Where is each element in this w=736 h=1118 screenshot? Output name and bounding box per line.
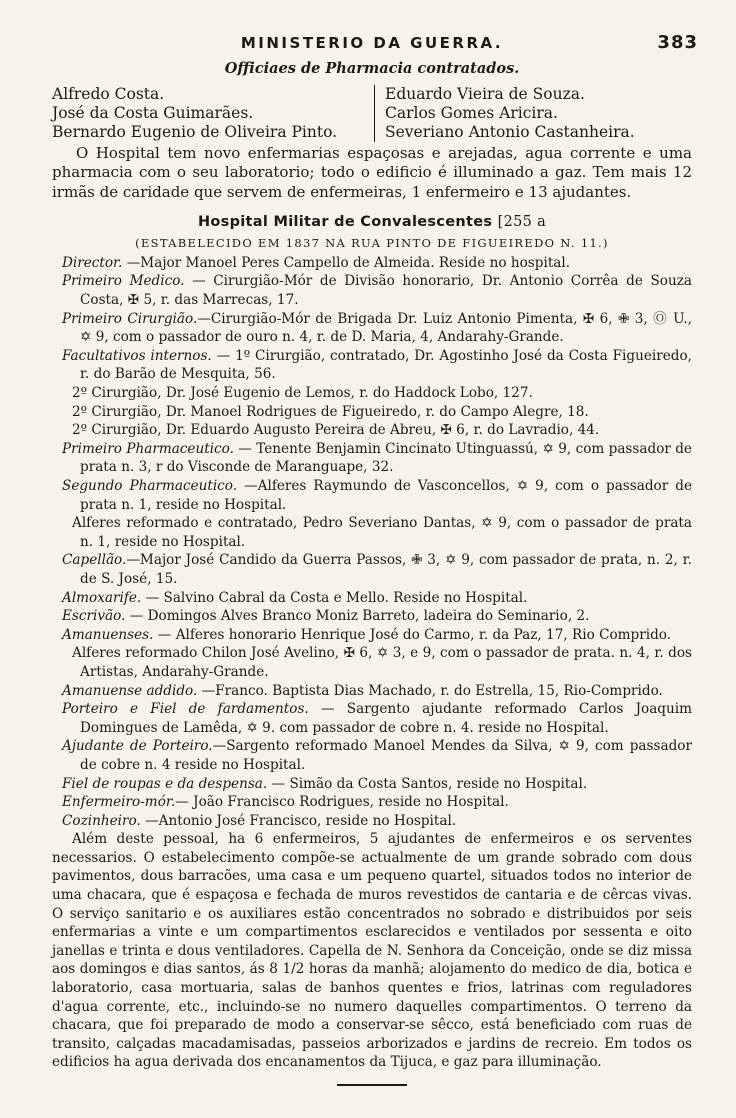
officer-name: Bernardo Eugenio de Oliveira Pinto. [52,123,338,141]
entry-role: Fiel de roupas e da despensa. [62,775,268,792]
staff-entry [52,737,692,774]
page-number: 383 [657,32,698,53]
entry-role: Primeiro Cirurgião. [62,310,198,327]
staff-entry [52,403,692,422]
entry-text: —Cirurgião-Mór de Brigada Dr. Luiz Antonio Pimenta, ✠ 6, ✙ 3, Ⓞ U., ✡ 9, com o passador de ouro n. 4, r. de D. Maria, 4, Andarahy-Grande. [80,310,692,346]
intro-paragraph: O Hospital tem novo enfermarias espaçosas e arejadas, agua corrente e uma pharmacia com o seu laboratorio; todo o edificio é illuminado a gaz. Tem mais 12 irmãs de caridade que servem de enfermeiras, 1 enfermeiro e 13 ajudantes. [52,144,692,201]
staff-entry [52,272,692,309]
officers-list [52,85,692,142]
entry-text: — João Francisco Rodrigues, reside no Hospital. [175,794,509,811]
document-page [52,30,698,1086]
entry-text: Alferes reformado Chilon José Avelino, ✠ 6, ✡ 3, e 9, com o passador de prata. n. 4, r. dos Artistas, Andarahy-Grande. [72,645,692,680]
entry-role: Cozinheiro. [62,812,141,829]
entry-text: —Antonio José Francisco, reside no Hospital. [140,812,457,829]
staff-entry [52,626,692,645]
entry-text: — 1º Cirurgião, contratado, Dr. Agostinho José da Costa Figueiredo, r. do Barão de Mesquita, 56. [80,347,692,383]
officers-right-column [374,85,641,142]
entry-role: Capellão. [62,552,127,569]
officer-name: José da Costa Guimarães. [52,104,254,122]
entry-role: Amanuense addido. [62,682,198,699]
end-divider [337,1084,407,1086]
page-header [52,30,698,56]
officer-name: Carlos Gomes Aricira. [385,104,558,122]
section-subtitle: (ESTABELECIDO EM 1837 NA RUA PINTO DE FIGUEIREDO N. 11.) [135,235,609,250]
staff-entry [52,254,692,273]
staff-entry [52,812,692,831]
section-title [52,214,692,230]
entry-role: Ajudante de Porteiro. [62,738,213,755]
staff-entry [52,775,692,794]
staff-entry [52,440,692,477]
officer-name: Severiano Antonio Castanheira. [385,123,635,141]
staff-entries [52,254,692,830]
entry-role: Escrivão. [62,608,126,625]
staff-entry [52,700,692,737]
entry-text: — Tenente Benjamin Cincinato Utinguassú, ✡ 9, com passador de prata n. 3, r do Visconde de Maranguape, 32. [80,440,692,476]
entry-text: —Alferes Raymundo de Vasconcellos, ✡ 9, com o passador de prata n. 1, reside no Hospital. [80,478,692,513]
entry-text: 2º Cirurgião, Dr. José Eugenio de Lemos, r. do Haddock Lobo, 127. [72,385,533,402]
section-title-text: Hospital Militar de Convalescentes [197,213,493,230]
entry-text: — Salvino Cabral da Costa e Mello. Reside no Hospital. [141,589,528,606]
staff-entry [52,514,692,551]
entry-text: —Major José Candido da Guerra Passos, ✙ 3, ✡ 9, com passador de prata, n. 2, r. de S. José, 15. [80,552,692,587]
entry-text: 2º Cirurgião, Dr. Manoel Rodrigues de Figueiredo, r. do Campo Alegre, 18. [72,403,589,420]
entry-text: 2º Cirurgião, Dr. Eduardo Augusto Pereira de Abreu, ✠ 6, r. do Lavradio, 44. [72,422,600,439]
entry-role: Primeiro Pharmaceutico. [62,440,234,457]
entry-text: —Major Manoel Peres Campello de Almeida. Reside no hospital. [122,254,571,271]
section-page-ref: [255 a [497,213,547,230]
entry-text: — Sargento ajudante reformado Carlos Joaquim Domingues de Lamêda, ✡ 9. com passador de cobre n. 4. reside no Hospital. [80,701,693,736]
entry-text: — Simão da Costa Santos, reside no Hospital. [267,775,588,792]
entry-role: Facultativos internos. [62,347,212,364]
officer-name: Eduardo Vieira de Souza. [385,85,585,103]
staff-entry [52,682,692,701]
entry-role: Amanuenses. [62,626,154,643]
staff-entry [52,589,692,608]
entry-role: Primeiro Medico. [62,273,185,290]
officers-left-column [52,85,374,142]
entry-role: Segundo Pharmaceutico. [62,478,238,495]
entry-text: —Sargento reformado Manoel Mendes da Silva, ✡ 9, com passador de cobre n. 4 reside no Hospital. [80,738,692,773]
staff-entry [52,421,692,440]
entry-role: Director. [62,254,123,271]
entry-role: Porteiro e Fiel de fardamentos. [62,701,309,718]
entry-text: — Alferes honorario Henrique José do Carmo, r. da Paz, 17, Rio Comprido. [153,626,672,643]
entry-text: —Franco. Baptista Dias Machado, r. do Estrella, 15, Rio-Comprido. [197,682,663,699]
staff-entry [52,551,692,588]
entry-text: Alferes reformado e contratado, Pedro Severiano Dantas, ✡ 9, com o passador de prata n. 1, reside no Hospital. [72,515,692,550]
staff-entry [52,384,692,403]
entry-text: — Cirurgião-Mór de Divisão honorario, Dr. Antonio Corrêa de Souza Costa, ✠ 5, r. das Marrecas, 17. [80,273,693,309]
staff-entry [52,310,692,347]
staff-entry [52,477,692,514]
entry-role: Almoxarife. [62,589,142,606]
closing-paragraph: Além deste pessoal, ha 6 enfermeiros, 5 ajudantes de enfermeiros e os serventes necessarios. O estabelecimento compõe-se actualmente de um grande sobrado com dous pavimentos, dous barracões, uma casa e um pequeno quartel, situados todos no interior de uma chacara, que é espaçosa e fechada de muros revestidos de cantaria e de cêrcas vivas. O serviço sanitario e os auxiliares estão concentrados no sobrado e distribuidos por seis enfermarias a vinte e um compartimentos esclarecidos e ventilados por sessenta e oito janellas e trinta e dous ventiladores. Capella de N. Senhora da Conceição, onde se diz missa aos domingos e dias santos, ás 8 1/2 horas da manhã; alojamento do medico de dia, botica e laboratorio, casa mortuaria, salas de banhos quentes e frios, latrinas com reguladores d'agua corrente, etc., incluindo-se no numero daquelles compartimentos. O terreno da chacara, que foi preparado de modo a conservar-se sêcco, está beneficiado com ruas de transito, calçadas macadamisadas, passeios arborizados e jardins de recreio. Em todos os edificios ha agua derivada dos encanamentos da Tijuca, e gaz para illuminação. [52,831,692,1071]
running-head: MINISTERIO DA GUERRA. [240,34,504,52]
staff-entry [52,644,692,681]
staff-entry [52,347,692,384]
entry-text: — Domingos Alves Branco Moniz Barreto, ladeira do Seminario, 2. [125,608,590,625]
officer-name: Alfredo Costa. [52,85,165,103]
staff-entry [52,793,692,812]
staff-entry [52,607,692,626]
pharmacy-officers-heading: Officiaes de Pharmacia contratados. [224,60,520,77]
entry-role: Enfermeiro-mór. [62,794,176,811]
